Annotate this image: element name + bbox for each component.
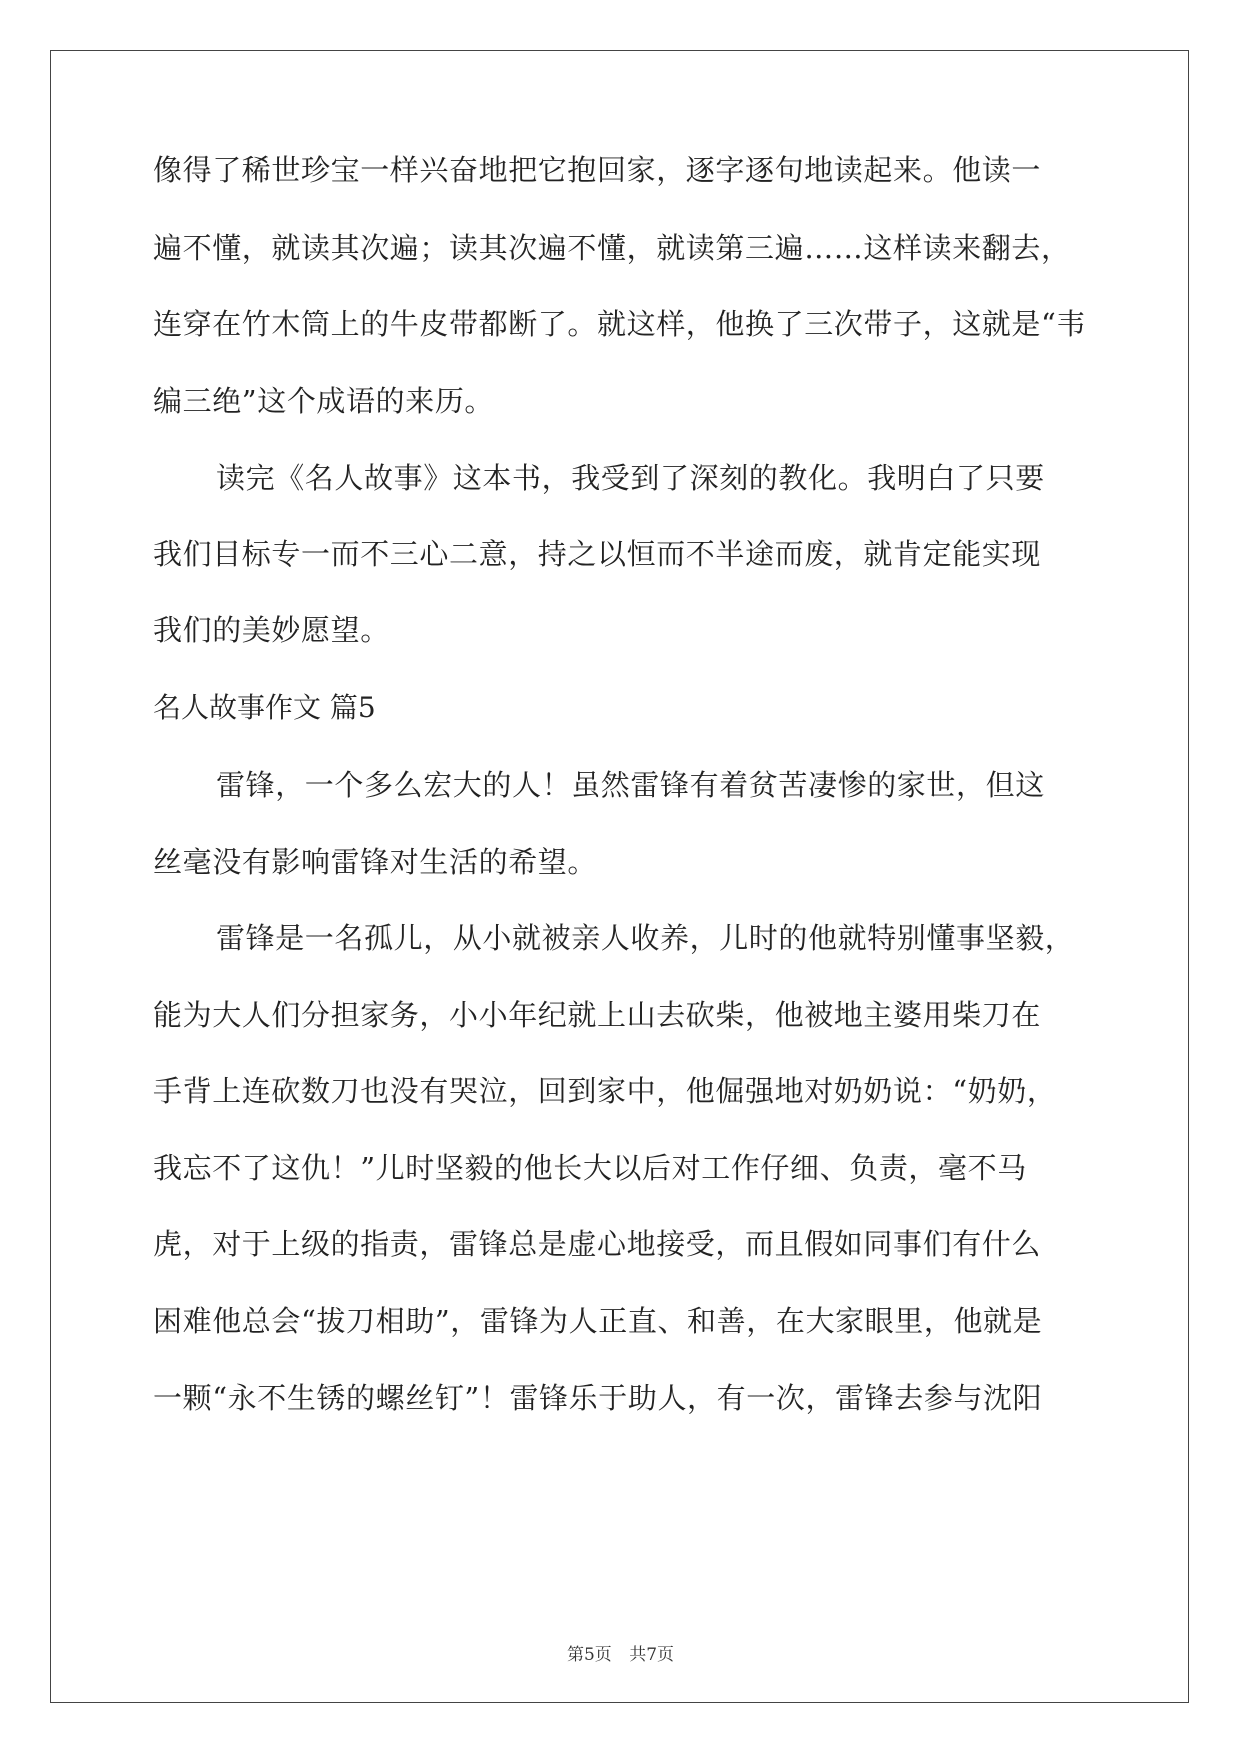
page-footer: [0, 1640, 1241, 1665]
page-number-current: 第5页: [566, 1645, 612, 1665]
body-line: 像得了稀世珍宝一样兴奋地把它抱回家，逐字逐句地读起来。他读一: [153, 153, 1042, 187]
body-line: 丝毫没有影响雷锋对生活的希望。: [153, 845, 598, 879]
body-line: 能为大人们分担家务，小小年纪就上山去砍柴，他被地主婆用柴刀在: [153, 998, 1042, 1032]
page-number-total: 共7页: [629, 1645, 675, 1665]
body-line: 我们的美妙愿望。: [153, 613, 390, 647]
body-line: 我们目标专一而不三心二意，持之以恒而不半途而废，就肯定能实现: [153, 537, 1042, 571]
body-line: 我忘不了这仇！”儿时坚毅的他长大以后对工作仔细、负责，毫不马: [153, 1151, 1027, 1185]
body-line: 一颗“永不生锈的螺丝钉”！雷锋乐于助人，有一次，雷锋去参与沈阳: [153, 1381, 1043, 1415]
section-heading: 名人故事作文 篇5: [153, 691, 376, 724]
body-line: 连穿在竹木筒上的牛皮带都断了。就这样，他换了三次带子，这就是“韦: [153, 307, 1087, 341]
body-line: 虎，对于上级的指责，雷锋总是虚心地接受，而且假如同事们有什么: [153, 1227, 1042, 1261]
body-line: 编三绝”这个成语的来历。: [153, 384, 495, 418]
body-line: 手背上连砍数刀也没有哭泣，回到家中，他倔强地对奶奶说：“奶奶，: [153, 1074, 1057, 1108]
body-line: 困难他总会“拔刀相助”，雷锋为人正直、和善，在大家眼里，他就是: [153, 1304, 1043, 1338]
paragraph-start-line: 雷锋，一个多么宏大的人！虽然雷锋有着贫苦凄惨的家世，但这: [216, 768, 1045, 802]
paragraph-start-line: 雷锋是一名孤儿，从小就被亲人收养，儿时的他就特别懂事坚毅，: [216, 921, 1075, 955]
paragraph-start-line: 读完《名人故事》这本书，我受到了深刻的教化。我明白了只要: [216, 461, 1045, 495]
body-line: 遍不懂，就读其次遍；读其次遍不懂，就读第三遍……这样读来翻去，: [153, 231, 1071, 265]
